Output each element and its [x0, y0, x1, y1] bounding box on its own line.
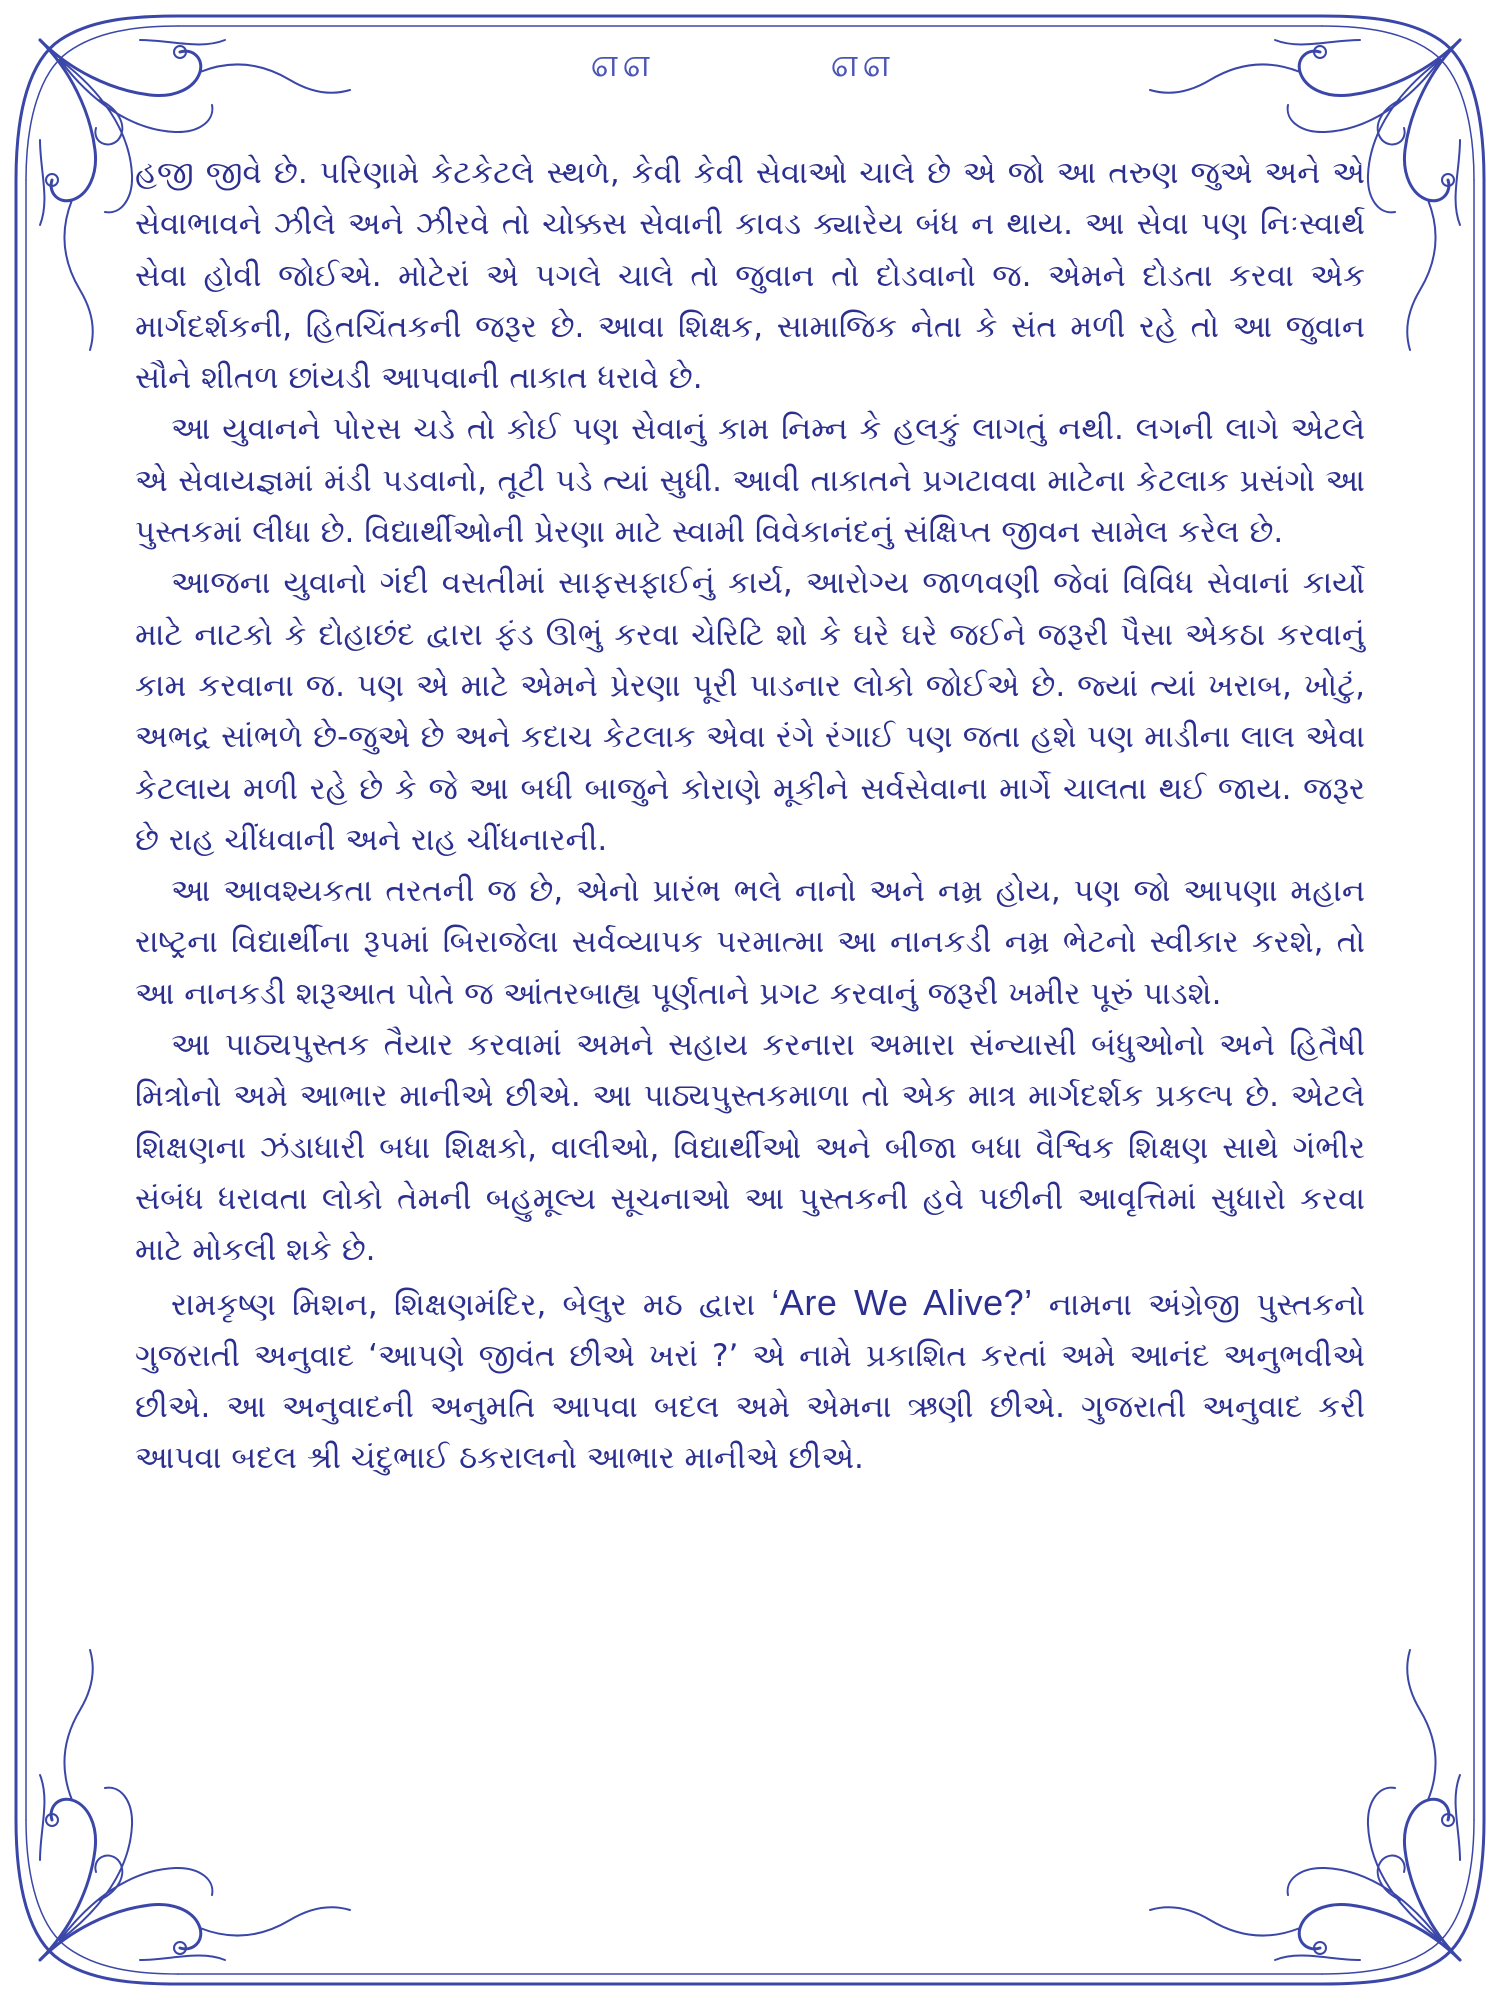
- header-ornament-right: ௭௭: [830, 40, 894, 86]
- paragraph-1: હજી જીવે છે. પરિણામે કેટકેટલે સ્થળે, કેવી કેવી સેવાઓ ચાલે છે એ જો આ તરુણ જુએ અને એ સેવાભાવને ઝીલે અને ઝીરવે તો ચોક્કસ સેવાની કાવડ ક્યારેય બંધ ન થાય. આ સેવા પણ નિઃસ્વાર્થ સેવા હોવી જોઈએ. મોટેરાં એ પગલે ચાલે તો જુવાન તો દોડવાનો જ. એમને દોડતા કરવા એક માર્ગદર્શકની, હિતચિંતકની જરૂર છે. આવા શિક્ષક, સામાજિક નેતા કે સંત મળી રહે તો આ જુવાન સૌને શીતળ છાંયડી આપવાની તાકાત ધરાવે છે.: [135, 155, 1365, 397]
- paragraph-6: [135, 1277, 1365, 1485]
- body-text: [135, 148, 1365, 1485]
- book-title-english: ‘Are We Alive?’: [771, 1281, 1033, 1323]
- header-ornament-left: ௭௭: [590, 40, 654, 86]
- paragraph-6-before: રામકૃષ્ણ મિશન, શિક્ષણમંદિર, બેલુર મઠ દ્વારા: [171, 1286, 772, 1323]
- paragraph-3: આજના યુવાનો ગંદી વસતીમાં સાફસફાઈનું કાર્ય, આરોગ્ય જાળવણી જેવાં વિવિધ સેવાનાં કાર્યો માટે નાટકો કે દોહાછંદ દ્વારા ફંડ ઊભું કરવા ચેરિટિ શો કે ઘરે ઘરે જઈને જરૂરી પૈસા એકઠા કરવાનું કામ કરવાના જ. પણ એ માટે એમને પ્રેરણા પૂરી પાડનાર લોકો જોઈએ છે. જ્યાં ત્યાં ખરાબ, ખોટું, અભદ્ર સાંભળે છે-જુએ છે અને કદાચ કેટલાક એવા રંગે રંગાઈ પણ જતા હશે પણ માડીના લાલ એવા કેટલાય મળી રહે છે કે જે આ બધી બાજુને કોરાણે મૂકીને સર્વસેવાના માર્ગે ચાલતા થઈ જાય. જરૂર છે રાહ ચીંધવાની અને રાહ ચીંધનારની.: [135, 565, 1365, 858]
- paragraph-4: આ આવશ્યકતા તરતની જ છે, એનો પ્રારંભ ભલે નાનો અને નમ્ર હોય, પણ જો આપણા મહાન રાષ્ટ્રના વિદ્યાર્થીના રૂપમાં બિરાજેલા સર્વવ્યાપક પરમાત્મા આ નાનકડી નમ્ર ભેટનો સ્વીકાર કરશે, તો આ નાનકડી શરૂઆત પોતે જ આંતરબાહ્ય પૂર્ણતાને પ્રગટ કરવાનું જરૂરી ખમીર પૂરું પાડશે.: [135, 873, 1365, 1012]
- paragraph-6-after: નામના અંગ્રેજી પુસ્તકનો ગુજરાતી અનુવાદ ‘આપણે જીવંત છીએ ખરાં ?’ એ નામે પ્રકાશિત કરતાં અમે આનંદ અનુભવીએ છીએ. આ અનુવાદની અનુમતિ આપવા બદલ અમે એમના ઋણી છીએ. ગુજરાતી અનુવાદ કરી આપવા બદલ શ્રી ચંદુભાઈ ઠકરાલનો આભાર માનીએ છીએ.: [135, 1286, 1365, 1477]
- paragraph-2: આ યુવાનને પોરસ ચડે તો કોઈ પણ સેવાનું કામ નિમ્ન કે હલકું લાગતું નથી. લગની લાગે એટલે એ સેવાયજ્ઞમાં મંડી પડવાનો, તૂટી પડે ત્યાં સુધી. આવી તાકાતને પ્રગટાવવા માટેના કેટલાક પ્રસંગો આ પુસ્તકમાં લીધા છે. વિદ્યાર્થીઓની પ્રેરણા માટે સ્વામી વિવેકાનંદનું સંક્ષિપ્ત જીવન સામેલ કરેલ છે.: [135, 411, 1365, 551]
- paragraph-5: આ પાઠ્યપુસ્તક તૈયાર કરવામાં અમને સહાય કરનારા અમારા સંન્યાસી બંધુઓનો અને હિતૈષી મિત્રોનો અમે આભાર માનીએ છીએ. આ પાઠ્યપુસ્તકમાળા તો એક માત્ર માર્ગદર્શક પ્રકલ્પ છે. એટલે શિક્ષણના ઝંડાધારી બધા શિક્ષકો, વાલીઓ, વિદ્યાર્થીઓ અને બીજા બધા વૈશ્વિક શિક્ષણ સાથે ગંભીર સંબંધ ધરાવતા લોકો તેમની બહુમૂલ્ય સૂચનાઓ આ પુસ્તકની હવે પછીની આવૃત્તિમાં સુધારો કરવા માટે મોકલી શકે છે.: [135, 1027, 1365, 1269]
